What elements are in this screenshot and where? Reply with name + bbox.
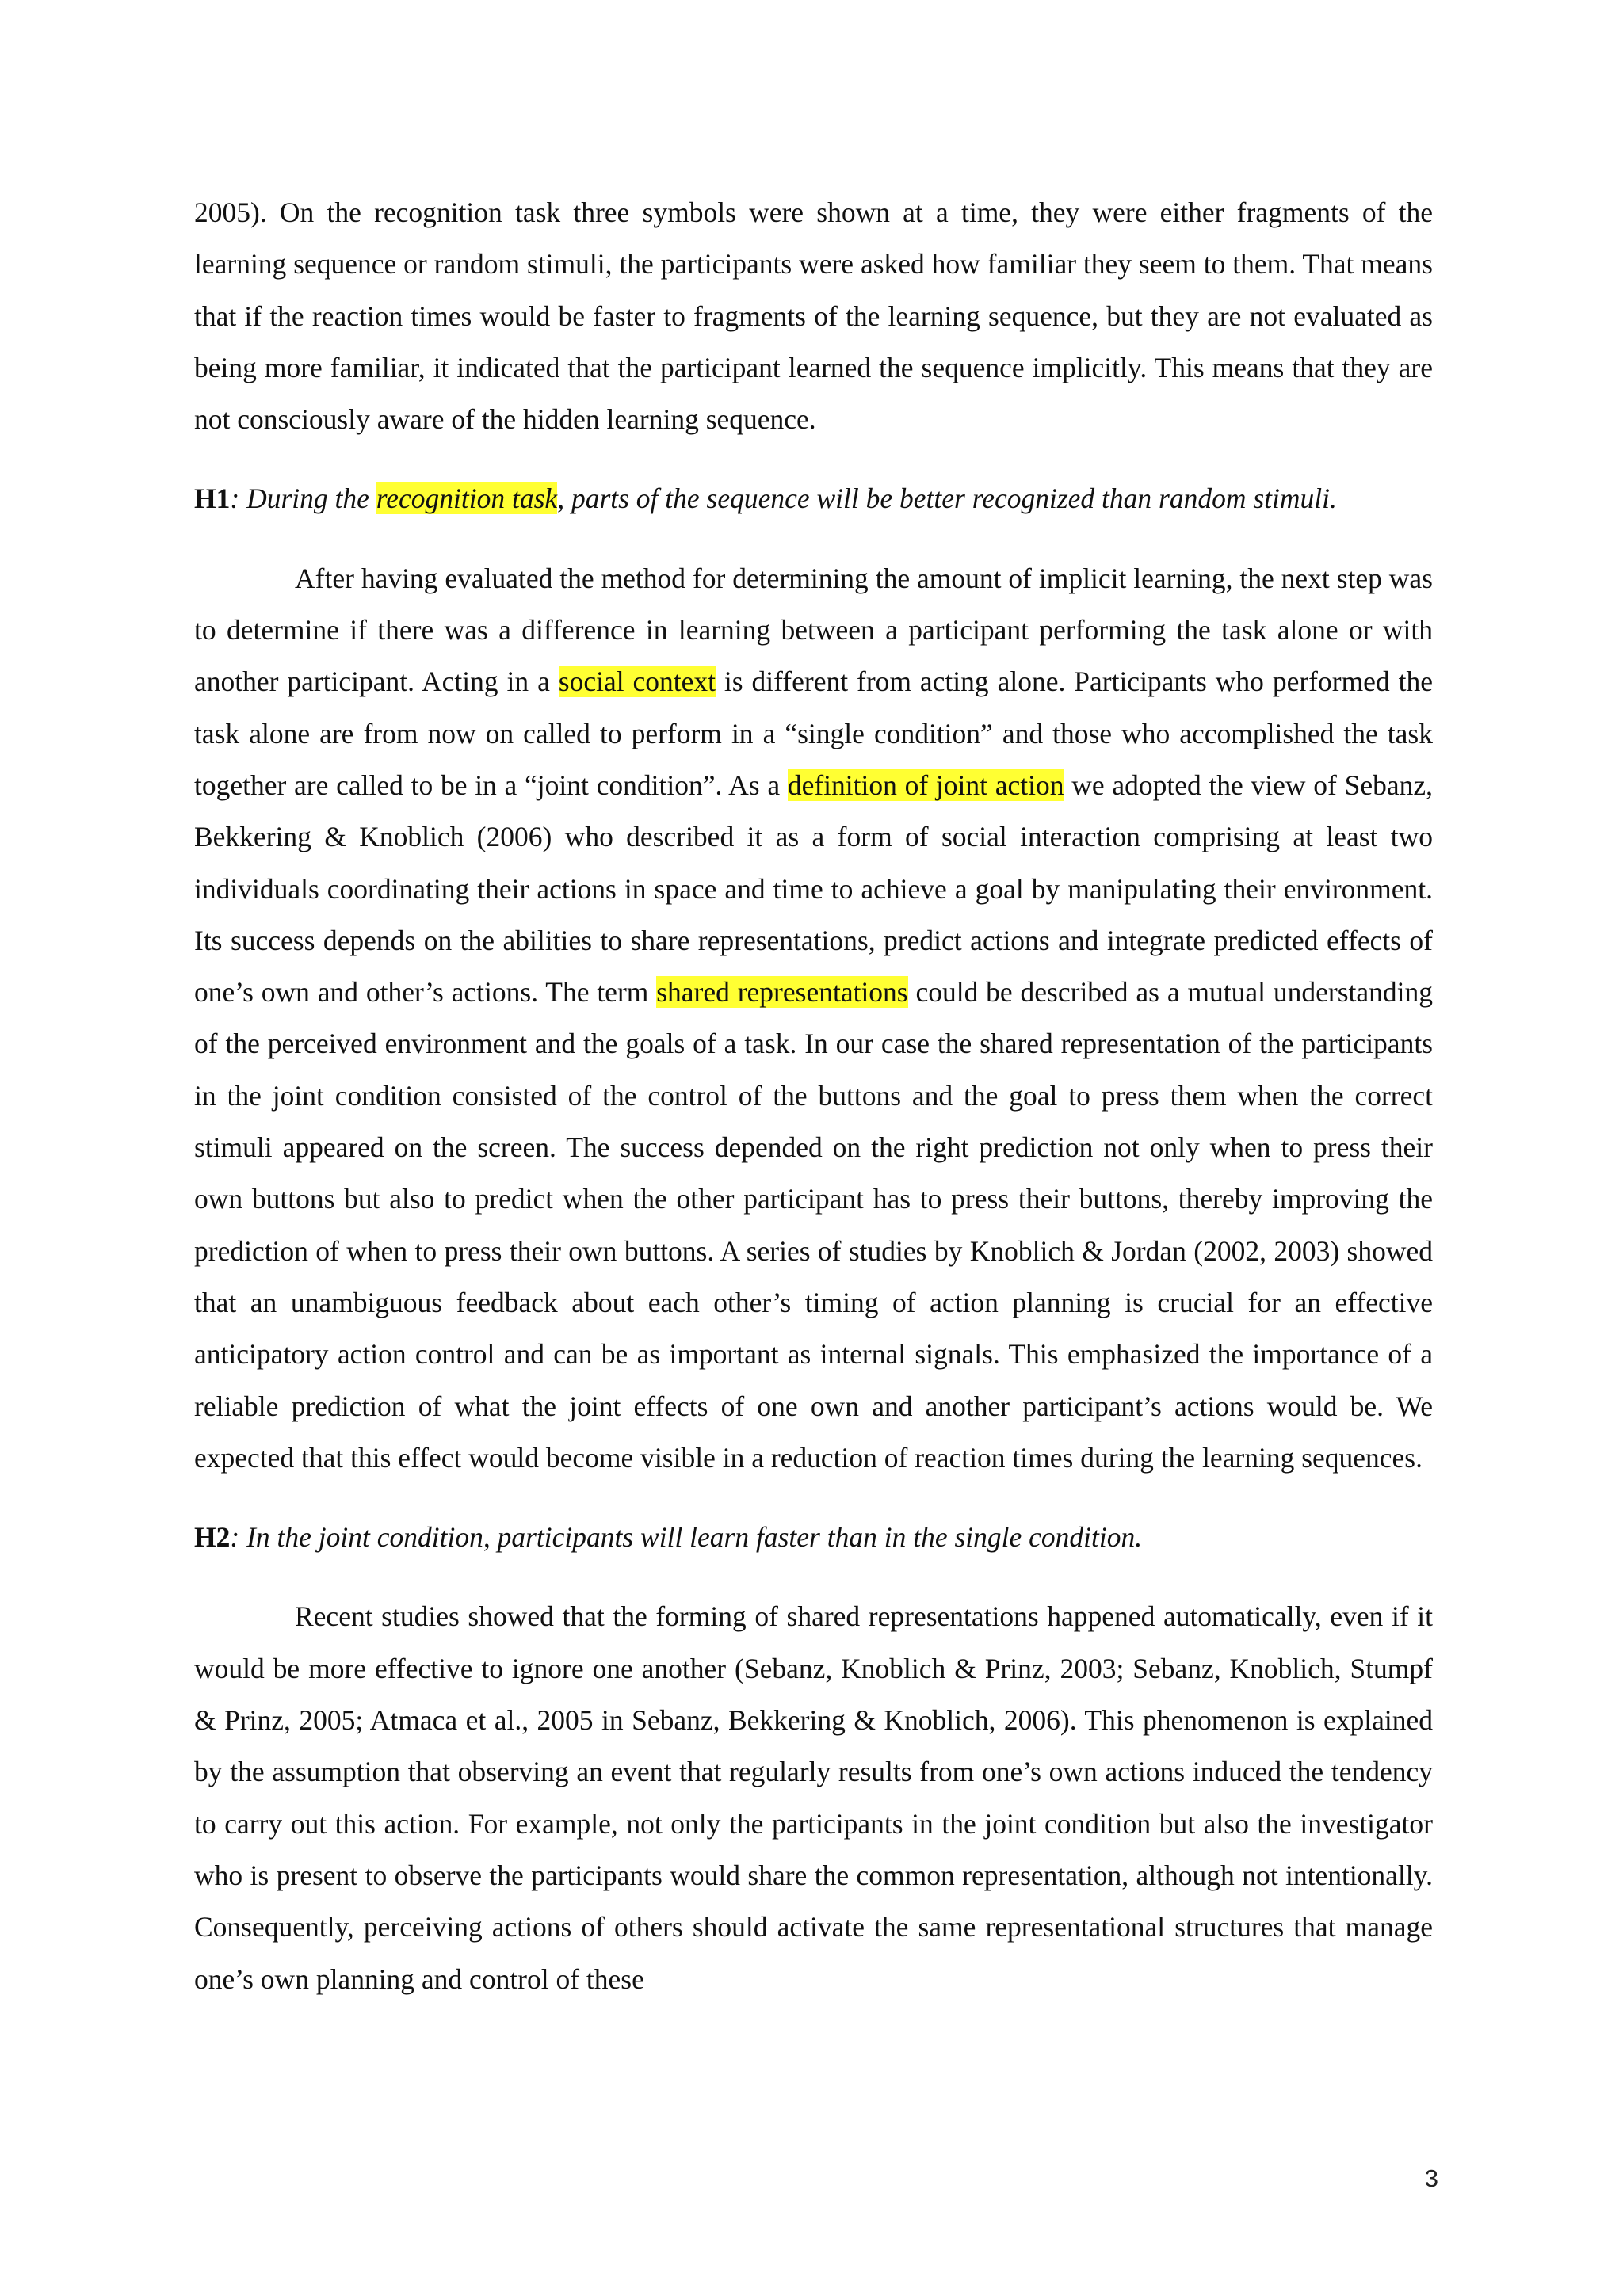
hypothesis-h1 <box>194 473 1433 524</box>
hypothesis-text: : During the <box>230 482 376 515</box>
paragraph-text: could be described as a mutual understanding of the perceived environment and the goals of a task. In our case the shared representation of the participants in the joint condition consisted of the control of the buttons and the goal to press them when the correct stimuli appeared on the screen. The success depended on the right prediction not only when to press their own buttons but also to predict when the other participant has to press their buttons, thereby improving the prediction of when to press their own buttons. A series of studies by Knoblich & Jordan (2002, 2003) showed that an unambiguous feedback about each other’s timing of action planning is crucial for an effective anticipatory action control and can be as important as internal signals. This emphasized the importance of a reliable prediction of what the joint effects of one own and another participant’s actions would be. We expected that this effect would become visible in a reduction of reaction times during the learning sequences. <box>194 976 1433 1474</box>
highlight-definition-joint-action: definition of joint action <box>787 769 1064 801</box>
highlight-shared-representations: shared representations <box>656 976 908 1009</box>
paragraph-intro: 2005). On the recognition task three symbols were shown at a time, they were either fragments of the learning sequence or random stimuli, the participants were asked how familiar they seem to them. That means that if the reaction times would be faster to fragments of the learning sequence, but they are not evaluated as being more familiar, it indicated that the participant learned the sequence implicitly. This means that they are not consciously aware of the hidden learning sequence. <box>194 196 1433 436</box>
paragraph-gap <box>194 1563 1433 1591</box>
paragraph-text: is different from acting alone. Participants who performed the task alone are from now on called to perform in a “single condition” and those who accomplished the task together are called to be in a “joint condition”. As a <box>194 666 1433 801</box>
paragraph-gap <box>194 1484 1433 1512</box>
hypothesis-h2 <box>194 1512 1433 1563</box>
hypothesis-text: : In the joint condition, participants will learn faster than in the single condition. <box>230 1521 1143 1554</box>
paragraph-text: After having evaluated the method for determining the amount of implicit learning, the next step was to determine if there was a difference in learning between a participant performing the task alone or with another participant. Acting in a <box>194 562 1433 698</box>
highlight-recognition-task: recognition task <box>376 482 558 515</box>
paragraph-gap <box>194 445 1433 473</box>
highlight-social-context: social context <box>558 666 716 698</box>
page-number: 3 <box>1424 2164 1438 2192</box>
hypothesis-label: H2 <box>194 1521 231 1554</box>
paragraph-text: we adopted the view of Sebanz, Bekkering & Knoblich (2006) who described it as a form of social interaction comprising at least two individuals coordinating their actions in space and time to achieve a goal by manipulating their environment. Its success depends on the abilities to share representations, predict actions and integrate predicted effects of one’s own and other’s actions. The term <box>194 769 1433 1009</box>
document-body <box>194 187 1433 2005</box>
hypothesis-label: H1 <box>194 482 231 515</box>
paragraph-joint-action <box>194 553 1433 1484</box>
hypothesis-text: , parts of the sequence will be better recognized than random stimuli. <box>557 482 1337 515</box>
paragraph-gap <box>194 525 1433 553</box>
paragraph-shared-representations: Recent studies showed that the forming of shared representations happened automatically, even if it would be more effective to ignore one another (Sebanz, Knoblich & Prinz, 2003; Sebanz, Knoblich, Stumpf & Prinz, 2005; Atmaca et al., 2005 in Sebanz, Bekkering & Knoblich, 2006). This phenomenon is explained by the assumption that observing an event that regularly results from one’s own actions induced the tendency to carry out this action. For example, not only the participants in the joint condition but also the investigator who is present to observe the participants would share the common representation, although not intentionally. Consequently, perceiving actions of others should activate the same representational structures that manage one’s own planning and control of these <box>194 1600 1433 1995</box>
